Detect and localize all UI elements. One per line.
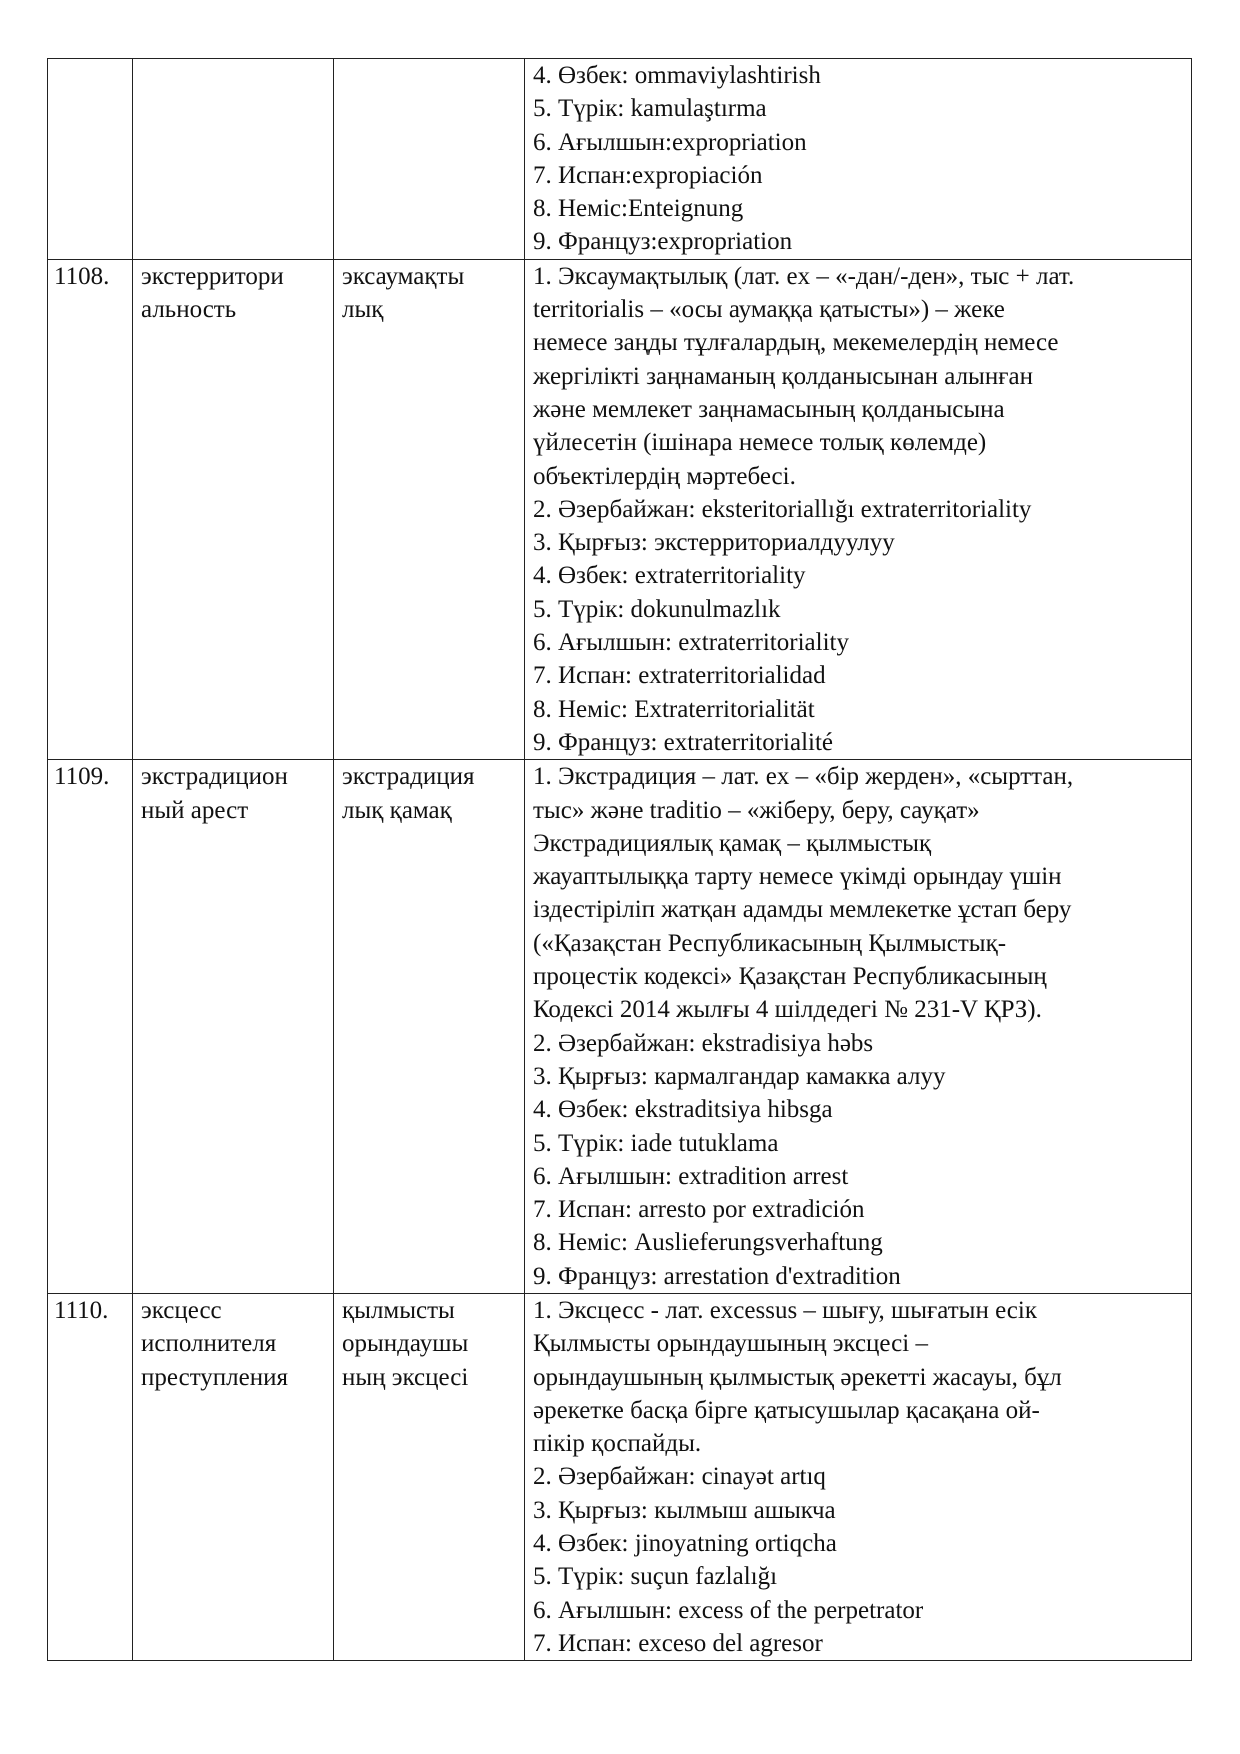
- kazakh-term-line: эксаумақты: [342, 262, 465, 290]
- definition-line: жергілікті заңнаманың қолданысынан алынған: [533, 362, 1033, 390]
- definition-line: жауаптылыққа тарту немесе үкімді орындау үшін: [533, 863, 1062, 891]
- russian-term-line: исполнителя: [141, 1330, 277, 1358]
- russian-term-line: экстрадицион: [141, 763, 288, 791]
- definition-line: 2. Әзербайжан: ekstradisiya həbs: [533, 1029, 874, 1057]
- russian-term-line: эксцесс: [141, 1296, 222, 1324]
- definition-line: әрекетке басқа бірге қатысушылар қасақана ой-: [533, 1396, 1040, 1424]
- definition-line: 6. Ағылшын: extradition arrest: [533, 1162, 849, 1190]
- definition-line: 8. Неміс:Enteignung: [533, 195, 744, 223]
- definition-line: 1. Экстрадиция – лат. ex – «бір жерден», «сырттан,: [533, 763, 1074, 791]
- definition-cell: [525, 259, 1192, 759]
- russian-term-line: ный арест: [141, 796, 249, 824]
- definition-line: 5. Түрік: suçun fazlalığı: [533, 1563, 778, 1591]
- entry-number: 1109.: [48, 760, 133, 1294]
- definition-line: 1. Эксцесс - лат. excessus – шығу, шығатын есік: [533, 1296, 1037, 1324]
- entry-number: 1110.: [48, 1293, 133, 1660]
- table-row: [48, 1293, 1192, 1660]
- kazakh-term-line: лық қамақ: [342, 796, 452, 824]
- russian-term-cell: [133, 760, 334, 1294]
- definition-line: 9. Француз: extraterritorialité: [533, 728, 834, 756]
- definition-line: процестік кодексі» Қазақстан Республикасының: [533, 963, 1047, 991]
- russian-term-line: экстерритори: [141, 262, 284, 290]
- definition-line: 2. Әзербайжан: eksteritoriallığı extraterritoriality: [533, 495, 1032, 523]
- russian-term-line: преступления: [141, 1363, 288, 1391]
- kazakh-term-cell: [334, 259, 525, 759]
- definition-line: 8. Неміс: Extraterritorialität: [533, 695, 815, 723]
- definition-cell: [525, 1293, 1192, 1660]
- definition-line: 9. Француз: arrestation d'extradition: [533, 1262, 901, 1290]
- definition-line: Қылмысты орындаушының эксцесі –: [533, 1330, 928, 1358]
- definition-line: 6. Ағылшын: excess of the perpetrator: [533, 1596, 924, 1624]
- russian-term-cell: [133, 59, 334, 260]
- definition-line: Кодексі 2014 жылғы 4 шілдедегі № 231-V ҚРЗ).: [533, 996, 1042, 1024]
- definition-line: 4. Өзбек: ommaviylashtirish: [533, 62, 821, 89]
- entry-number: [48, 59, 133, 260]
- russian-term-cell: [133, 1293, 334, 1660]
- definition-line: 4. Өзбек: ekstraditsiya hibsga: [533, 1096, 833, 1124]
- definition-line: немесе заңды тұлғалардың, мекемелердің немесе: [533, 329, 1059, 357]
- definition-line: орындаушының қылмыстық әрекетті жасауы, бұл: [533, 1363, 1062, 1391]
- kazakh-term-line: лық: [342, 296, 384, 324]
- definition-line: 7. Испан:expropiación: [533, 161, 763, 189]
- definition-line: 5. Түрік: dokunulmazlık: [533, 595, 781, 623]
- definition-line: 7. Испан: extraterritorialidad: [533, 662, 826, 690]
- definition-line: 7. Испан: exceso del agresor: [533, 1629, 823, 1657]
- definition-line: 4. Өзбек: extraterritoriality: [533, 562, 806, 590]
- definition-line: пікір қоспайды.: [533, 1430, 702, 1458]
- definition-line: 3. Қырғыз: экстерриториалдуулуу: [533, 529, 895, 557]
- kazakh-term-line: қылмысты: [342, 1296, 455, 1324]
- definition-line: 5. Түрік: kamulaştırma: [533, 95, 767, 123]
- definition-line: іздестіріліп жатқан адамды мемлекетке ұстап беру: [533, 896, 1072, 924]
- table-row: [48, 259, 1192, 759]
- definition-line: объектілердің мәртебесі.: [533, 462, 796, 490]
- kazakh-term-line: орындаушы: [342, 1330, 469, 1358]
- definition-line: 4. Өзбек: jinoyatning ortiqcha: [533, 1530, 837, 1558]
- definition-cell: [525, 59, 1192, 260]
- definition-line: territorialis – «осы аумаққа қатысты») – жеке: [533, 296, 1005, 324]
- definition-line: 5. Түрік: iade tutuklama: [533, 1129, 779, 1157]
- definition-line: 6. Ағылшын:expropriation: [533, 128, 807, 156]
- entry-number: 1108.: [48, 259, 133, 759]
- table-row: [48, 760, 1192, 1294]
- definition-line: үйлесетін (ішінара немесе толық көлемде): [533, 429, 987, 457]
- definition-line: 7. Испан: arresto por extradición: [533, 1196, 865, 1224]
- russian-term-cell: [133, 259, 334, 759]
- glossary-body: [48, 59, 1192, 1661]
- definition-cell: [525, 760, 1192, 1294]
- kazakh-term-line: экстрадиция: [342, 763, 475, 791]
- definition-line: тыс» және traditio – «жіберу, беру, сауқат»: [533, 796, 980, 824]
- table-row: [48, 59, 1192, 260]
- definition-line: және мемлекет заңнамасының қолданысына: [533, 395, 1005, 423]
- kazakh-term-cell: [334, 1293, 525, 1660]
- definition-line: 2. Әзербайжан: cinayət artıq: [533, 1463, 826, 1491]
- definition-line: 6. Ағылшын: extraterritoriality: [533, 629, 849, 657]
- definition-line: Экстрадициялық қамақ – қылмыстық: [533, 829, 932, 857]
- glossary-table: [47, 58, 1192, 1661]
- definition-line: 1. Эксаумақтылық (лат. ex – «-дан/-ден», тыс + лат.: [533, 262, 1075, 290]
- russian-term-line: альность: [141, 296, 237, 324]
- kazakh-term-cell: [334, 760, 525, 1294]
- definition-line: 3. Қырғыз: кылмыш ашыкча: [533, 1496, 836, 1524]
- definition-line: 8. Неміс: Auslieferungsverhaftung: [533, 1229, 883, 1257]
- definition-line: 9. Француз:expropriation: [533, 228, 793, 256]
- definition-line: 3. Қырғыз: кармалгандар камакка алуу: [533, 1062, 946, 1090]
- kazakh-term-line: ның эксцесі: [342, 1363, 469, 1391]
- kazakh-term-cell: [334, 59, 525, 260]
- definition-line: («Қазақстан Республикасының Қылмыстық-: [533, 929, 1007, 957]
